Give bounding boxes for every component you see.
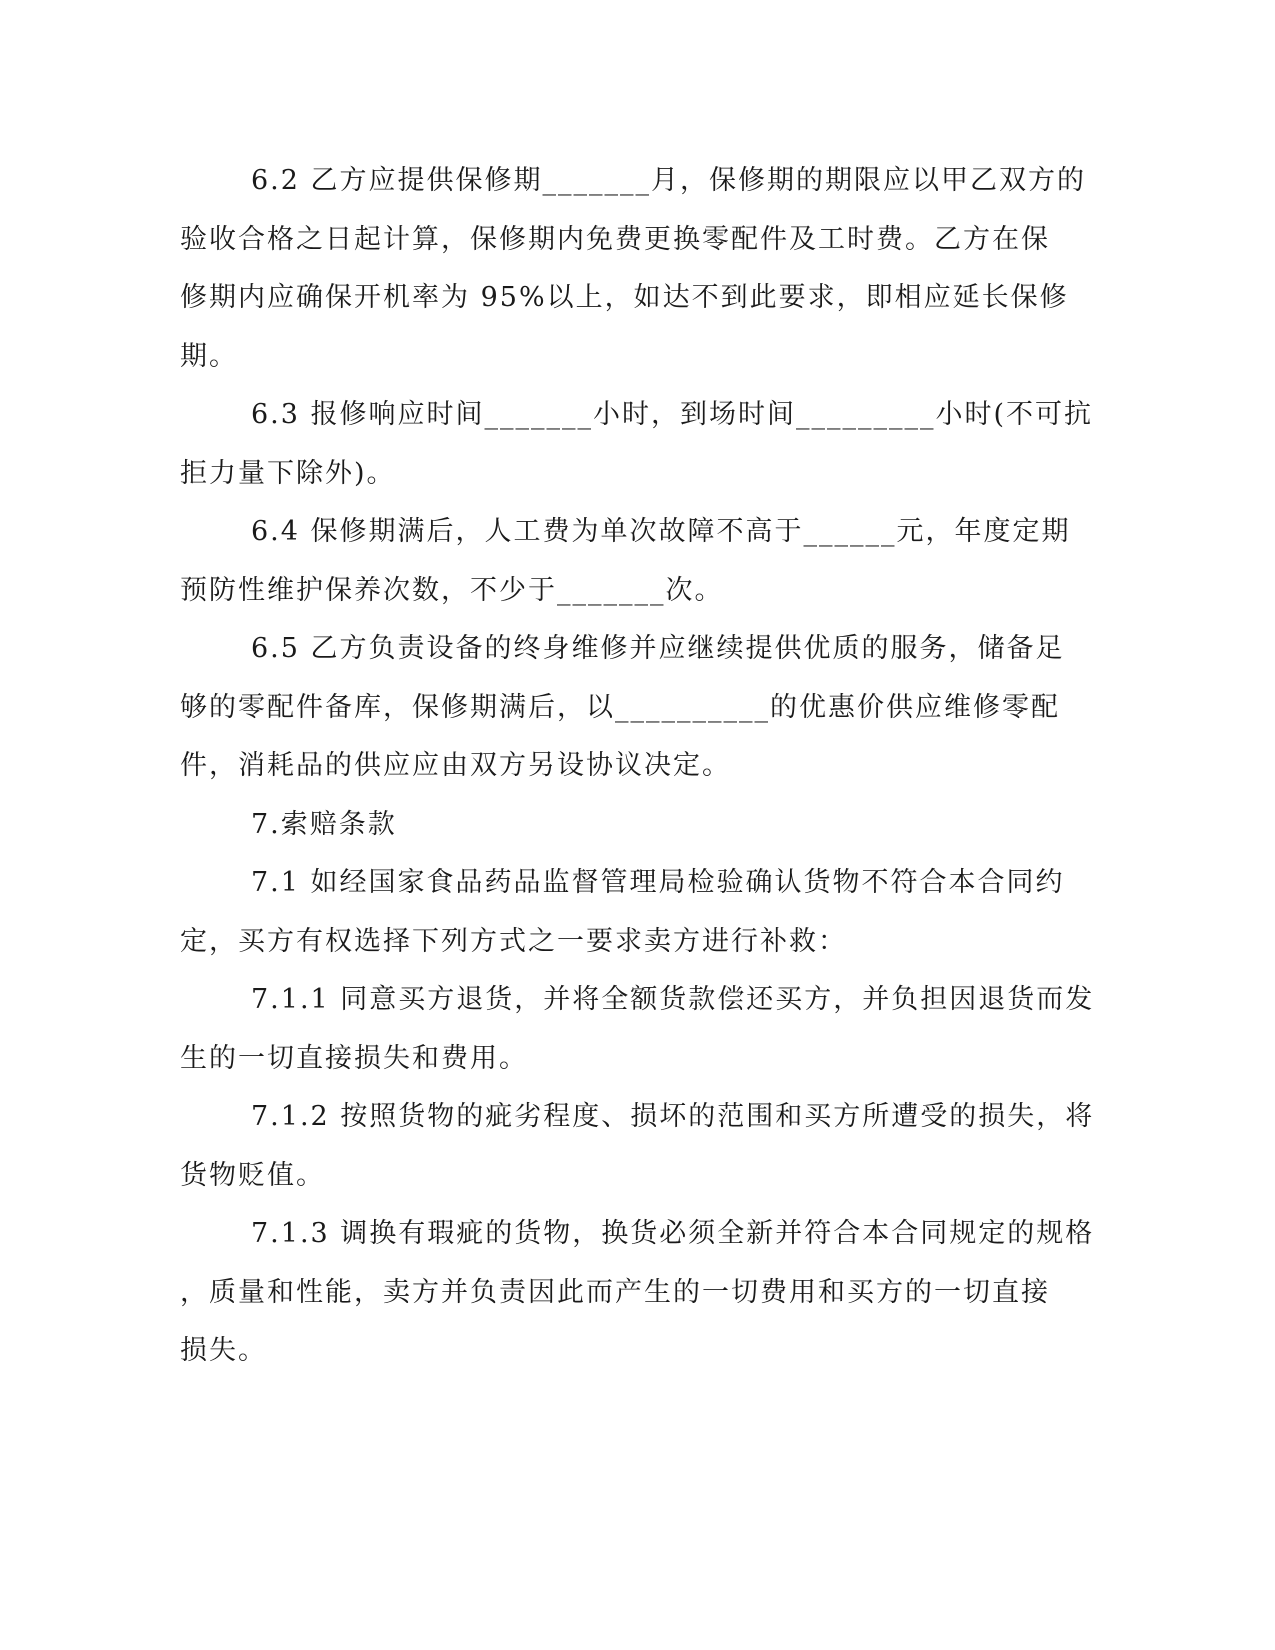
- clause-7-1-3-line-1: 7.1.3 调换有瑕疵的货物，换货必须全新并符合本合同规定的规格: [251, 1218, 1095, 1249]
- clause-6-4-line-1: 6.4 保修期满后，人工费为单次故障不高于______元，年度定期: [251, 516, 1071, 547]
- clause-6-5-line-1: 6.5 乙方负责设备的终身维修并应继续提供优质的服务，储备足: [251, 633, 1065, 664]
- section-7-heading: 7.索赔条款: [251, 808, 397, 840]
- clause-7-1-3-line-2: ，质量和性能，卖方并负责因此而产生的一切费用和买方的一切直接: [180, 1276, 1050, 1308]
- clause-7-1-1-line-1: 7.1.1 同意买方退货，并将全额货款偿还买方，并负担因退货而发: [251, 984, 1095, 1015]
- clause-6-2-line-2: 验收合格之日起计算，保修期内免费更换零配件及工时费。乙方在保: [180, 223, 1050, 255]
- clause-7-1-line-1: 7.1 如经国家食品药品监督管理局检验确认货物不符合本合同约: [251, 867, 1065, 898]
- document-page: [180, 152, 1095, 1381]
- clause-6-4-line-2: 预防性维护保养次数，不少于_______次。: [180, 574, 724, 606]
- clause-6-2-line-4: 期。: [180, 340, 238, 372]
- clause-6-3-line-2: 拒力量下除外)。: [180, 457, 396, 489]
- clause-7-1-2-line-2: 货物贬值。: [180, 1159, 325, 1191]
- clause-6-2-line-3: 修期内应确保开机率为 95%以上，如达不到此要求，即相应延长保修: [180, 282, 1069, 313]
- clause-7-1-2-line-1: 7.1.2 按照货物的疵劣程度、损坏的范围和买方所遭受的损失，将: [251, 1101, 1095, 1132]
- clause-7-1-line-2: 定，买方有权选择下列方式之一要求卖方进行补救：: [180, 925, 847, 957]
- clause-7-1-3-line-3: 损失。: [180, 1335, 267, 1366]
- clause-7-1-1-line-2: 生的一切直接损失和费用。: [180, 1042, 528, 1074]
- clause-6-3-line-1: 6.3 报修响应时间_______小时，到场时间_________小时(不可抗: [251, 399, 1094, 430]
- clause-6-5-line-2: 够的零配件备库，保修期满后，以__________的优惠价供应维修零配: [180, 691, 1060, 723]
- clause-6-2-line-1: 6.2 乙方应提供保修期_______月，保修期的期限应以甲乙双方的: [251, 165, 1087, 196]
- clause-6-5-line-3: 件，消耗品的供应应由双方另设协议决定。: [180, 750, 731, 781]
